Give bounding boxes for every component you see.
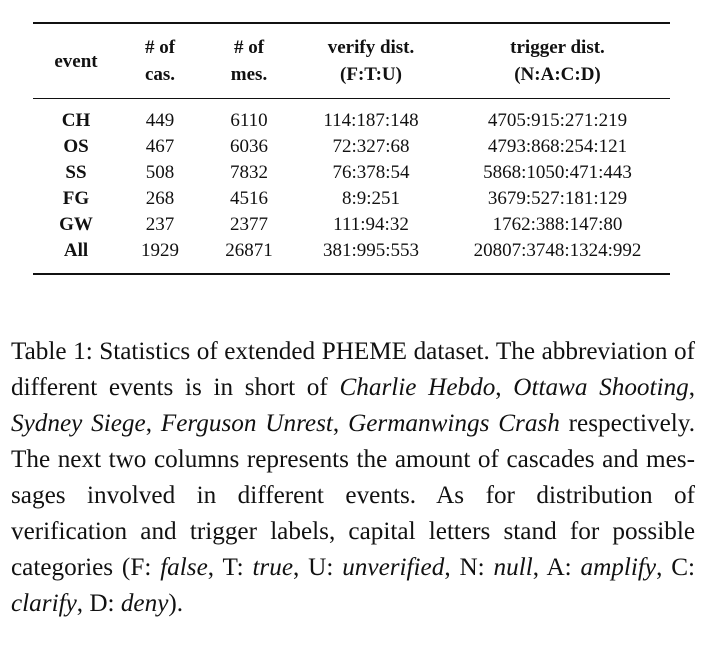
caption-label: Table 1: (11, 338, 93, 366)
table-row (33, 134, 670, 160)
cell-cascades: 268 (145, 188, 175, 209)
cell-event: OS (63, 136, 89, 157)
caption-part: , (332, 410, 349, 438)
cell-event: CH (61, 110, 91, 131)
table-body (33, 99, 670, 275)
cell-trigger: 5868:1050:471:443 (483, 162, 632, 183)
header-messages-line1: # of (233, 37, 265, 58)
caption-part-italic: false (160, 554, 208, 582)
cell-event: SS (65, 162, 87, 183)
cell-messages: 6110 (230, 110, 268, 131)
cell-messages: 26871 (225, 240, 273, 261)
cell-cascades: 449 (145, 110, 175, 131)
caption-part: , N: (444, 554, 494, 582)
header-messages (201, 23, 297, 99)
caption-part: , C: (656, 554, 696, 582)
caption-part: , (688, 374, 695, 402)
cell-cascades: 467 (145, 136, 175, 157)
header-messages-line2: mes. (230, 64, 268, 85)
cell-trigger: 3679:527:181:129 (487, 188, 628, 209)
header-trigger-line2: (N:A:C:D) (514, 64, 601, 85)
caption-part: , D: (76, 590, 121, 618)
header-event-label: event (54, 50, 98, 72)
header-event (33, 23, 119, 99)
header-verify-dist (297, 23, 445, 99)
cell-verify: 111:94:32 (333, 214, 409, 235)
table-row (33, 238, 670, 274)
cell-event: FG (62, 188, 90, 209)
statistics-table-container (33, 22, 670, 275)
table-row (33, 186, 670, 212)
header-verify-line2: (F:T:U) (340, 64, 402, 85)
caption-part-italic: Germanwings Crash (348, 410, 560, 438)
table-row (33, 99, 670, 135)
caption-part-italic: true (252, 554, 294, 582)
table-header (33, 23, 670, 99)
header-cascades-line1: # of (144, 37, 176, 58)
caption-part: , T: (207, 554, 253, 582)
table-row (33, 212, 670, 238)
caption-part-italic: Ottawa Shooting (513, 374, 689, 402)
cell-messages: 2377 (230, 214, 268, 235)
cell-trigger: 4705:915:271:219 (487, 110, 628, 131)
header-cascades-line2: cas. (144, 64, 176, 85)
cell-cascades: 1929 (141, 240, 179, 261)
caption-part: Statistics of extended PHEME dataset. The abbreviation of different events is in short of (11, 338, 695, 402)
cell-event: All (63, 240, 89, 261)
cell-cascades: 508 (145, 162, 175, 183)
caption-part: , U: (293, 554, 343, 582)
cell-messages: 7832 (230, 162, 268, 183)
cell-verify: 72:327:68 (332, 136, 410, 157)
table-row (33, 160, 670, 186)
caption-part: , A: (532, 554, 581, 582)
header-trigger-line1: trigger dist. (510, 37, 605, 58)
header-cascades (119, 23, 201, 99)
caption-part-italic: Ferguson Unrest (160, 410, 333, 438)
caption-part-italic: Charlie Hebdo (339, 374, 496, 402)
caption-part: respectively. The next two columns represents the amount of cascades and messages involved in different events. As for distribution of verification and trigger labels, capital letters stand for possible categories (F: (11, 410, 696, 582)
caption-part-italic: null (493, 554, 533, 582)
caption-part-italic: Sydney Siege (11, 410, 146, 438)
cell-cascades: 237 (145, 214, 175, 235)
caption-part-italic: clarify (11, 590, 77, 618)
caption-part-italic: amplify (580, 554, 657, 582)
cell-verify: 114:187:148 (323, 110, 419, 131)
cell-event: GW (59, 214, 93, 235)
cell-verify: 76:378:54 (332, 162, 410, 183)
cell-verify: 381:995:553 (322, 240, 420, 261)
cell-messages: 6036 (230, 136, 268, 157)
header-verify-line1: verify dist. (327, 37, 415, 58)
table-caption (11, 334, 695, 622)
caption-part: , (145, 410, 161, 438)
caption-part: , (495, 374, 514, 402)
caption-part-italic: unverified (342, 554, 445, 582)
cell-trigger: 1762:388:147:80 (492, 214, 623, 235)
header-trigger-dist (445, 23, 670, 99)
caption-part-italic: deny (120, 590, 169, 618)
cell-messages: 4516 (230, 188, 268, 209)
statistics-table (33, 22, 670, 275)
caption-part: ). (168, 590, 184, 618)
cell-trigger: 4793:868:254:121 (487, 136, 628, 157)
cell-verify: 8:9:251 (341, 188, 401, 209)
cell-trigger: 20807:3748:1324:992 (473, 240, 642, 261)
